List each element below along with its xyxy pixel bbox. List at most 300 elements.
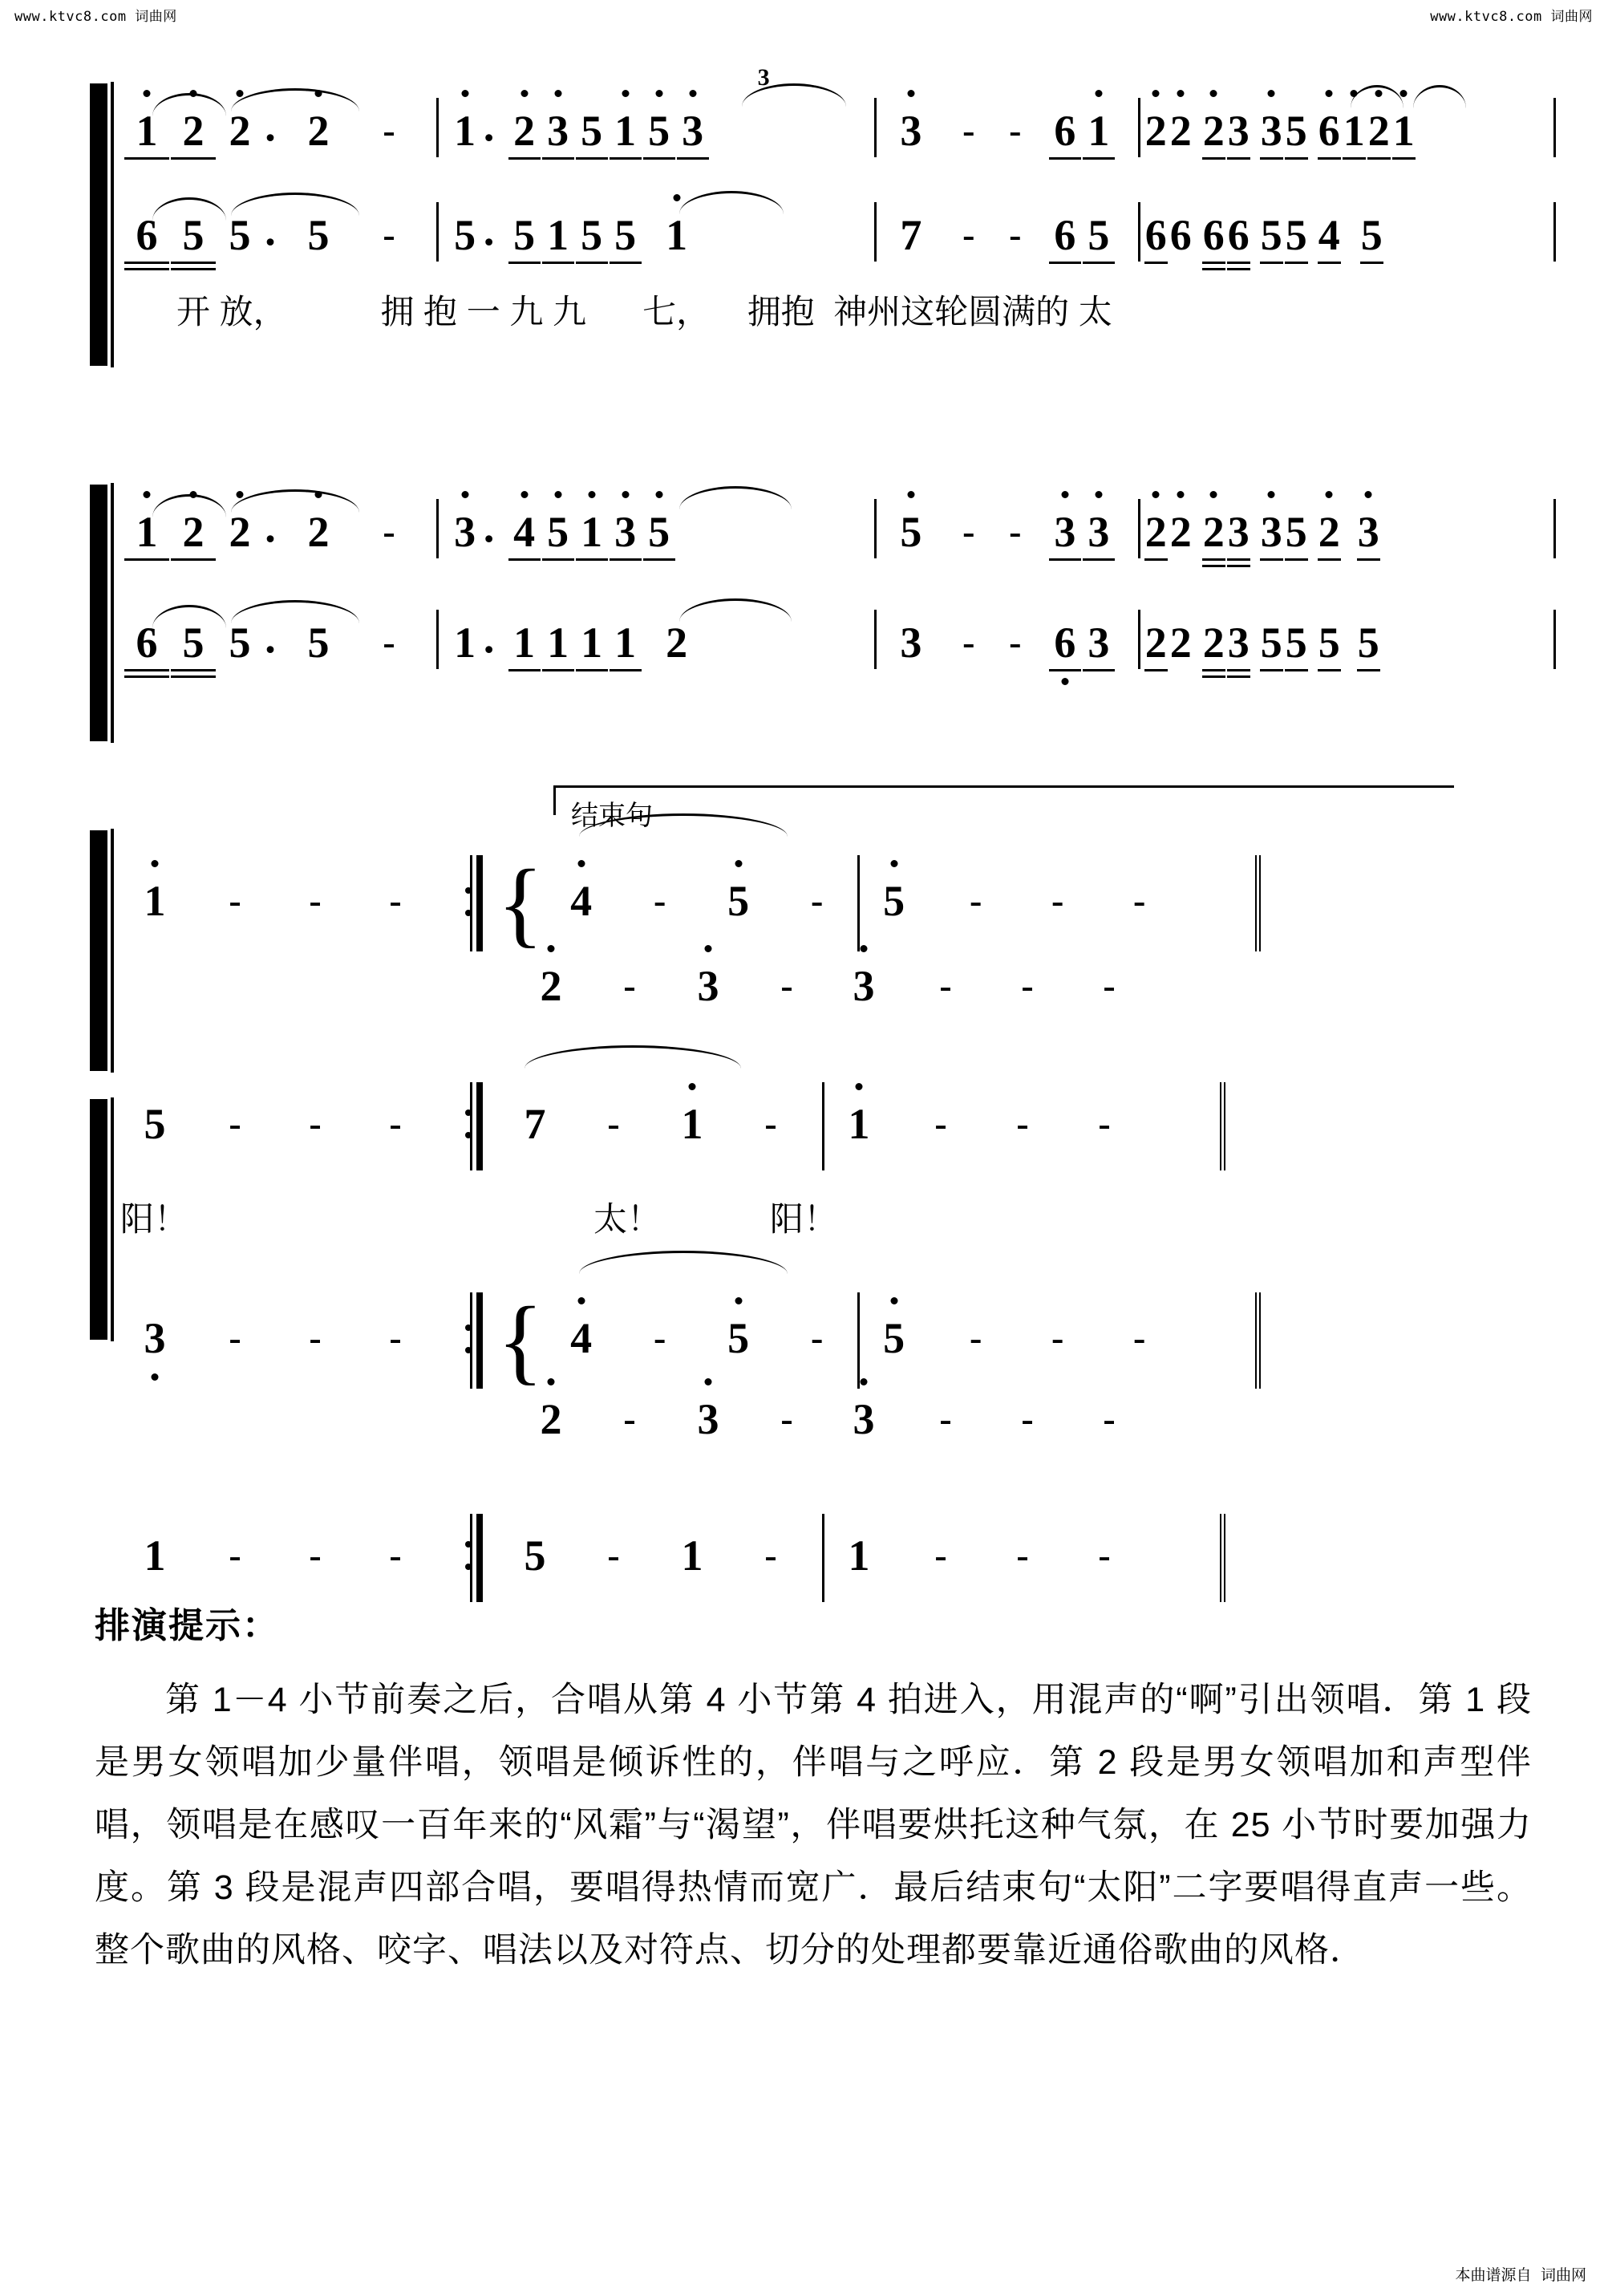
note-value: -	[1021, 1398, 1034, 1439]
repeat-sign	[465, 1082, 486, 1170]
augmentation-dot: .	[483, 206, 495, 254]
staff-bass	[120, 586, 1556, 669]
note-dash	[212, 1316, 258, 1360]
beam	[1367, 157, 1391, 160]
beam	[1083, 262, 1115, 264]
note-value: 1	[454, 619, 476, 667]
octave-dot-up	[1095, 491, 1102, 498]
note-value: -	[383, 511, 395, 552]
note	[1169, 510, 1193, 554]
note-value: 3	[1260, 107, 1282, 155]
note	[295, 619, 342, 667]
note	[217, 510, 263, 554]
note	[132, 1102, 178, 1146]
note	[1284, 107, 1309, 155]
measure	[1140, 98, 1556, 157]
octave-dot-up	[890, 860, 897, 867]
note	[1144, 213, 1169, 257]
note-value: 5	[1318, 619, 1340, 667]
octave-dot-up	[1095, 90, 1102, 97]
note-value: 5	[307, 211, 330, 259]
note-value: 5	[883, 1314, 905, 1362]
note-value: 3	[682, 107, 704, 155]
note-value: 5	[182, 619, 205, 667]
measure	[439, 64, 877, 157]
repeat-dot	[465, 910, 472, 916]
measure	[555, 855, 860, 951]
slur	[679, 191, 784, 214]
note-value: 2	[1202, 107, 1225, 155]
note-dash	[366, 109, 412, 152]
measure	[120, 499, 439, 558]
note-value: 7	[900, 211, 922, 259]
note-value: 4	[570, 877, 593, 925]
note-value: 1	[1392, 107, 1415, 155]
octave-dot-up	[152, 860, 159, 867]
beam	[171, 268, 216, 270]
note-value: 2	[307, 508, 330, 556]
note-value: -	[962, 511, 975, 552]
note	[715, 1316, 762, 1360]
note-dash	[637, 879, 683, 923]
octave-dot-up	[705, 945, 712, 952]
note-value: 1	[581, 508, 603, 556]
note-value: -	[934, 1535, 947, 1576]
beam	[542, 157, 574, 160]
note-value: 2	[1144, 508, 1167, 556]
note	[295, 213, 342, 257]
note-value: -	[1016, 1103, 1029, 1144]
note	[512, 1102, 558, 1146]
note-value: 1	[454, 107, 476, 155]
augmentation-dot: .	[265, 503, 276, 551]
ending-lyric-first: 阳！	[120, 1200, 188, 1238]
note-dash	[372, 879, 419, 923]
note	[1226, 213, 1251, 257]
note-value: -	[229, 880, 241, 921]
note-value: 5	[1260, 211, 1282, 259]
note	[836, 1531, 882, 1580]
note-dash	[1081, 1102, 1128, 1146]
note	[1144, 510, 1169, 554]
system-bracket	[90, 83, 107, 366]
note-value: 1	[581, 619, 603, 667]
octave-dot-up	[190, 90, 197, 97]
beam	[508, 669, 541, 671]
octave-dot-up	[315, 491, 322, 498]
augmentation-dot: .	[265, 206, 276, 254]
repeat-dot	[465, 1324, 472, 1331]
note-value: -	[389, 880, 402, 921]
note-value: 1	[614, 619, 637, 667]
measure	[508, 1385, 829, 1458]
note	[170, 619, 217, 667]
repeat-thin-bar	[470, 1514, 472, 1602]
note-value: 2	[307, 107, 330, 155]
note-value: 1	[666, 211, 688, 259]
note	[1259, 510, 1284, 554]
note-dash	[292, 1102, 338, 1146]
octave-dot-up	[577, 1297, 585, 1304]
note	[575, 213, 609, 257]
note-value: 6	[1169, 211, 1192, 259]
note	[888, 213, 934, 257]
beam	[542, 558, 574, 561]
note-value: 2	[1169, 107, 1192, 155]
note-value: 3	[697, 1395, 719, 1443]
note	[1391, 107, 1416, 155]
note	[124, 619, 170, 667]
octave-dot-up	[237, 491, 244, 498]
note-value: 1	[136, 107, 158, 155]
system-upper-choir	[0, 64, 1604, 334]
octave-dot-up	[1152, 90, 1160, 97]
note-dash	[1086, 1397, 1132, 1441]
note-dash	[922, 1397, 969, 1441]
note-dash	[1035, 1316, 1081, 1360]
note-value: -	[383, 110, 395, 151]
note-value: 5	[1260, 619, 1282, 667]
beam	[1227, 558, 1250, 561]
note	[508, 213, 541, 257]
measure	[1140, 499, 1556, 558]
note	[132, 1316, 178, 1360]
note-value: 3	[454, 508, 476, 556]
note	[836, 1102, 882, 1146]
note	[132, 1531, 178, 1580]
note	[609, 510, 642, 554]
octave-dot-up	[588, 491, 595, 498]
note-value: 1	[1343, 107, 1365, 155]
note-value: 5	[648, 508, 670, 556]
note-dash	[366, 510, 412, 554]
note	[1169, 213, 1193, 257]
note	[1284, 510, 1309, 554]
beam	[171, 157, 216, 160]
ending-bracket-upper	[90, 830, 107, 1071]
octave-dot-up	[554, 90, 561, 97]
note-value: 5	[727, 877, 750, 925]
note	[1048, 510, 1082, 554]
note	[124, 510, 170, 554]
beam	[1357, 669, 1380, 671]
note-dash	[794, 879, 840, 923]
note	[1359, 213, 1384, 257]
note-value: -	[962, 622, 975, 663]
note	[1367, 107, 1391, 155]
note-value: 6	[1144, 211, 1167, 259]
note-value: -	[229, 1535, 241, 1576]
octave-dot-up	[861, 945, 868, 952]
note-value: 4	[1318, 211, 1340, 259]
note-value: -	[780, 965, 793, 1006]
repeat-sign	[465, 1292, 486, 1389]
measure	[508, 1082, 824, 1170]
note	[295, 107, 342, 155]
note	[1201, 510, 1226, 554]
beam	[1049, 558, 1081, 561]
ending-staff-alto	[120, 1074, 1556, 1178]
beam	[1260, 157, 1283, 160]
beam	[542, 669, 574, 671]
note	[448, 619, 482, 667]
note-value: 5	[1360, 211, 1383, 259]
note-dash	[590, 1534, 637, 1577]
note-value: 5	[581, 211, 603, 259]
beam	[1049, 157, 1081, 160]
ending-lyric-third: 阳！	[770, 1200, 838, 1238]
note	[1048, 107, 1082, 155]
note-value: -	[962, 110, 975, 151]
beam	[1357, 558, 1380, 561]
note-value: -	[764, 1535, 777, 1576]
note-value: 7	[524, 1100, 546, 1148]
note-dash	[764, 964, 810, 1008]
octave-dot-up	[907, 491, 914, 498]
triplet-number: 3	[757, 64, 770, 91]
ending-lyrics-row	[120, 1185, 1604, 1241]
note	[508, 510, 541, 554]
beam	[610, 262, 642, 264]
note	[1082, 619, 1116, 667]
note	[871, 879, 917, 923]
note-dash	[606, 964, 653, 1008]
note	[1201, 213, 1226, 257]
beam	[124, 675, 169, 678]
note	[512, 1531, 558, 1580]
beam	[1202, 669, 1225, 671]
repeat-thin-bar	[470, 1082, 472, 1170]
beam	[1083, 558, 1115, 561]
note-value: 2	[1202, 508, 1225, 556]
note-value: 5	[229, 211, 251, 259]
measure	[824, 1082, 1225, 1170]
note	[558, 1316, 605, 1360]
note-value: 6	[1054, 107, 1076, 155]
note	[1317, 619, 1342, 667]
octave-dot-up	[1351, 90, 1358, 97]
note-value: -	[1098, 1535, 1111, 1576]
measure	[120, 1385, 497, 1458]
note-value: -	[1009, 110, 1022, 151]
beam	[610, 558, 642, 561]
note-value: -	[623, 1398, 636, 1439]
note-value: 3	[144, 1314, 166, 1362]
note-dash	[794, 1316, 840, 1360]
beam	[1144, 558, 1168, 561]
beam	[124, 262, 169, 264]
octave-dot-up	[548, 945, 555, 952]
octave-dot-up	[461, 491, 468, 498]
note	[295, 510, 342, 554]
note-dash	[292, 1534, 338, 1577]
octave-dot-up	[1365, 491, 1372, 498]
note	[1201, 107, 1226, 155]
rehearsal-notes-block	[95, 1596, 1532, 1982]
note-value: 4	[513, 508, 536, 556]
note	[1259, 619, 1284, 667]
octave-dot-up	[655, 90, 662, 97]
measure	[120, 952, 497, 1024]
watermark-top-left: www.ktvc8.com 词曲网	[14, 9, 177, 25]
note-dash	[999, 1534, 1046, 1577]
system-lower-choir	[0, 481, 1604, 669]
note-value: 2	[182, 508, 205, 556]
note-value: 5	[1285, 107, 1307, 155]
beam	[576, 558, 608, 561]
measure	[860, 1292, 1261, 1389]
note	[1226, 107, 1251, 155]
ending-staff-soprano-chord-bottom	[120, 944, 1556, 1032]
repeat-dot	[465, 887, 472, 894]
octave-dot-up	[144, 491, 151, 498]
beam	[1202, 565, 1225, 567]
note-value: -	[1132, 1317, 1146, 1358]
rehearsal-notes-body: 第 1－4 小节前奏之后，合唱从第 4 小节第 4 拍进入，用混声的“啊”引出领唱．第 1 段是男女领唱加少量伴唱，领唱是倾诉性的，伴唱与之呼应．第 2 段是男女领唱加和声型伴唱，领唱是在感叹一百年来的“风霜”与“渴望”，伴唱要烘托这种气氛，在 25 小节时要加强力度。第 3 段是混声四部合唱，要唱得热情而宽广．最后结束句“太阳”二字要唱得直声一些。整个歌曲的风格、咬字、唱法以及对符点、切分的处理都要靠近通俗歌曲的风格．	[95, 1681, 1532, 1969]
note-dash	[1116, 1316, 1163, 1360]
octave-dot-up	[1326, 90, 1333, 97]
note-value: -	[939, 965, 952, 1006]
beam	[1227, 262, 1250, 264]
note	[1284, 619, 1309, 667]
note-dash	[946, 213, 992, 257]
note-dash	[590, 1102, 637, 1146]
note	[871, 1316, 917, 1360]
beam	[1227, 565, 1250, 567]
beam	[1227, 669, 1250, 671]
note-value: 1	[547, 211, 569, 259]
note-value: 5	[900, 508, 922, 556]
note	[669, 1531, 715, 1580]
beam	[171, 558, 216, 561]
lyrics-row-upper	[120, 284, 1604, 334]
note	[1317, 107, 1342, 155]
note-value: 5	[1088, 211, 1110, 259]
note	[888, 107, 934, 155]
octave-dot-up	[520, 491, 528, 498]
augmentation-dot: .	[483, 614, 495, 662]
measure	[120, 855, 465, 951]
note	[558, 879, 605, 923]
note-value: -	[810, 1317, 824, 1358]
note-dash	[292, 879, 338, 923]
note-value: 3	[1227, 107, 1250, 155]
note-dash	[747, 1102, 794, 1146]
note-dash	[992, 621, 1039, 664]
beam	[1227, 675, 1250, 678]
repeat-dot	[465, 1347, 472, 1353]
note-value: -	[607, 1103, 620, 1144]
note-value: 3	[853, 1395, 875, 1443]
beam	[1202, 262, 1225, 264]
octave-dot-up	[315, 90, 322, 97]
note-value: -	[1009, 622, 1022, 663]
note-value: 6	[1054, 211, 1076, 259]
octave-dot-up	[548, 1378, 555, 1385]
beam	[124, 268, 169, 270]
octave-dot-up	[689, 90, 696, 97]
note	[508, 107, 541, 155]
note-dash	[1035, 879, 1081, 923]
note-dash	[212, 879, 258, 923]
octave-dot-up	[861, 1378, 868, 1385]
beam	[1260, 262, 1283, 264]
note-value: 3	[1227, 508, 1250, 556]
beam	[1144, 669, 1168, 671]
octave-dot-up	[1177, 491, 1185, 498]
octave-dot-up	[144, 90, 151, 97]
measure	[120, 202, 439, 262]
beam	[677, 157, 709, 160]
note-value: 3	[900, 107, 922, 155]
footer-credit: 本曲谱源自 词曲网	[1455, 2266, 1586, 2284]
note-value: 3	[853, 962, 875, 1010]
octave-dot-up	[689, 1083, 696, 1090]
beam	[1343, 157, 1366, 160]
note-value: 1	[848, 1531, 870, 1580]
beam	[124, 669, 169, 671]
note	[1048, 619, 1082, 667]
measure	[120, 1514, 465, 1602]
note-value: 1	[136, 508, 158, 556]
beam	[1083, 157, 1115, 160]
augmentation-dot: .	[483, 503, 495, 551]
note-value: 5	[727, 1314, 750, 1362]
note	[1226, 619, 1251, 667]
note-value: 1	[681, 1531, 703, 1580]
octave-dot-up	[1177, 90, 1185, 97]
note-value: 2	[229, 508, 251, 556]
octave-dot-down	[1061, 678, 1068, 685]
note-dash	[366, 621, 412, 664]
repeat-thin-bar	[470, 1292, 472, 1389]
octave-dot-up	[622, 90, 629, 97]
note	[124, 213, 170, 257]
measure	[877, 202, 1140, 262]
measure	[829, 1385, 1230, 1458]
note	[170, 213, 217, 257]
beam	[610, 669, 642, 671]
beam	[1049, 262, 1081, 264]
note-value: 5	[883, 877, 905, 925]
note-value: -	[1132, 880, 1146, 921]
note-dash	[946, 109, 992, 152]
ending-bracket-lower	[90, 1099, 107, 1340]
note	[642, 107, 676, 155]
note-value: 5	[1285, 508, 1307, 556]
repeat-dot	[465, 1109, 472, 1116]
note-value: 3	[697, 962, 719, 1010]
note-dash	[946, 510, 992, 554]
note	[685, 964, 731, 1008]
note	[1082, 213, 1116, 257]
note-value: -	[229, 1317, 241, 1358]
note-value: -	[764, 1103, 777, 1144]
note	[1356, 619, 1381, 667]
octave-dot-up	[1210, 491, 1217, 498]
note-dash	[992, 109, 1039, 152]
note-value: 3	[1088, 508, 1110, 556]
octave-dot-up	[890, 1297, 897, 1304]
note	[132, 879, 178, 923]
note	[715, 879, 762, 923]
note-value: 1	[614, 107, 637, 155]
note	[575, 510, 609, 554]
measure	[508, 1514, 824, 1602]
octave-dot-up	[735, 1297, 742, 1304]
note-value: -	[383, 214, 395, 255]
note	[528, 964, 574, 1008]
